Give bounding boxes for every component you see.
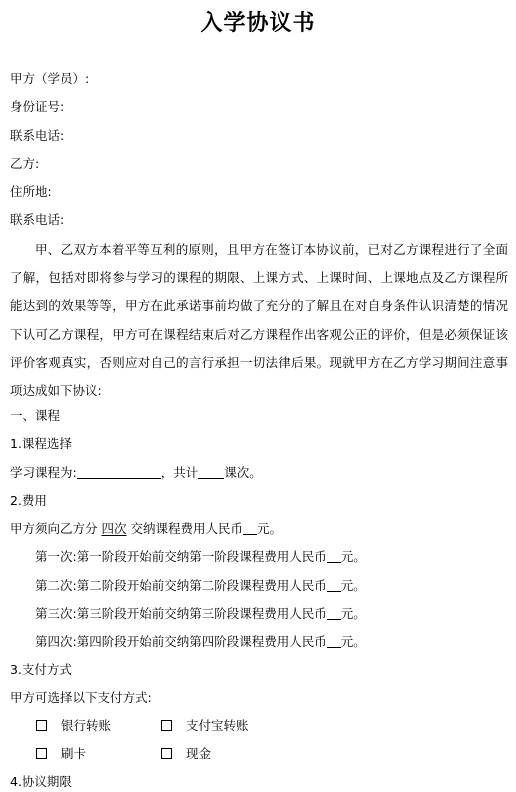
- installment-unit: 元。: [340, 549, 366, 564]
- payment-option-card[interactable]: [36, 745, 86, 763]
- payment-option-label: 银行转账: [61, 718, 112, 733]
- checkbox-icon[interactable]: [161, 748, 172, 759]
- party-a-label: 甲方（学员）:: [10, 71, 90, 86]
- course-name-blank[interactable]: [77, 464, 161, 479]
- installment-text: 第一阶段开始前交纳第一阶段课程费用人民币: [76, 549, 327, 564]
- course-selection-line: [10, 464, 262, 482]
- payment-intro: 甲方可选择以下支付方式:: [10, 690, 152, 705]
- term-heading: 4.协议期限: [10, 774, 72, 789]
- party-a-phone-label: 联系电话:: [10, 128, 65, 143]
- fees-main-suffix: 交纳课程费用人民币: [130, 521, 244, 536]
- payment-option-alipay[interactable]: [161, 717, 249, 735]
- checkbox-icon[interactable]: [36, 720, 47, 731]
- document-title: 入学协议书: [200, 10, 316, 36]
- payment-option-label: 现金: [186, 746, 212, 761]
- installment-amount-blank[interactable]: [327, 633, 341, 648]
- fees-main-line: [10, 520, 282, 538]
- checkbox-icon[interactable]: [161, 720, 172, 731]
- course-count-blank[interactable]: [198, 464, 224, 479]
- installment-row: [35, 605, 366, 623]
- installment-text: 第三阶段开始前交纳第三阶段课程费用人民币: [76, 606, 327, 621]
- installment-label: 第一次:: [35, 549, 77, 564]
- installment-unit: 元。: [340, 634, 366, 649]
- installment-label: 第二次:: [35, 578, 77, 593]
- party-a-id-label: 身份证号:: [10, 99, 65, 114]
- installment-text: 第二阶段开始前交纳第二阶段课程费用人民币: [76, 578, 327, 593]
- fees-main-unit: 元。: [257, 521, 283, 536]
- party-b-label: 乙方:: [10, 156, 40, 171]
- installment-text: 第四阶段开始前交纳第四阶段课程费用人民币: [76, 634, 327, 649]
- payment-option-cash[interactable]: [161, 745, 211, 763]
- installment-label: 第三次:: [35, 606, 77, 621]
- total-amount-blank[interactable]: [243, 520, 257, 535]
- installments-count: 四次: [101, 521, 127, 536]
- course-selection-heading: 1.课程选择: [10, 436, 72, 451]
- course-prefix: 学习课程为:: [10, 465, 77, 480]
- intro-paragraph: 甲、乙双方本着平等互利的原则，且甲方在签订本协议前，已对乙方课程进行了全面了解，包括对即将参与学习的课程的期限、上课方式、上课时间、上课地点及乙方课程所能达到的效果等等，甲方在此承诺事前均做了充分的了解且在对自身条件认识清楚的情况下认可乙方课程，甲方可在课程结束后对乙方课程作出客观公正的评价，但是必须保证该评价客观真实，否则应对自己的言行承担一切法律后果。现就甲方在乙方学习期间注意事项达成如下协议:: [10, 242, 508, 399]
- section-courses-heading: 一、课程: [10, 408, 61, 423]
- payment-heading: 3.支付方式: [10, 662, 72, 677]
- fees-main-prefix: 甲方须向乙方分: [10, 521, 98, 536]
- party-b-phone-label: 联系电话:: [10, 212, 65, 227]
- course-suffix: 课次。: [224, 465, 262, 480]
- installment-unit: 元。: [340, 578, 366, 593]
- payment-option-label: 支付宝转账: [186, 718, 249, 733]
- payment-option-bank-transfer[interactable]: [36, 717, 111, 735]
- installment-label: 第四次:: [35, 634, 77, 649]
- installment-unit: 元。: [340, 606, 366, 621]
- fees-heading: 2.费用: [10, 493, 47, 508]
- installment-row: [35, 633, 366, 651]
- installment-amount-blank[interactable]: [327, 577, 341, 592]
- party-b-address-label: 住所地:: [10, 184, 52, 199]
- course-middle: ，共计: [160, 465, 199, 480]
- installment-row: [35, 548, 366, 566]
- installment-amount-blank[interactable]: [327, 605, 341, 620]
- payment-option-label: 刷卡: [61, 746, 87, 761]
- installment-amount-blank[interactable]: [327, 548, 341, 563]
- checkbox-icon[interactable]: [36, 748, 47, 759]
- installment-row: [35, 577, 366, 595]
